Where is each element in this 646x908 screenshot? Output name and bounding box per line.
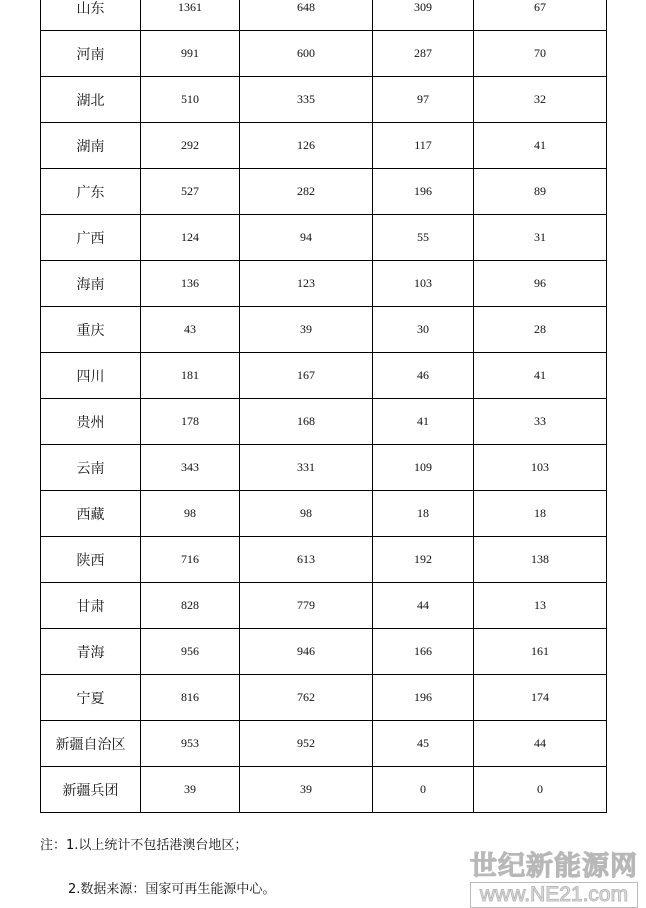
region-cell: 宁夏 (41, 675, 141, 721)
region-cell: 西藏 (41, 491, 141, 537)
value-cell: 613 (240, 537, 373, 583)
value-cell: 331 (240, 445, 373, 491)
value-cell: 89 (474, 169, 607, 215)
table-row (41, 445, 607, 491)
value-cell: 166 (373, 629, 474, 675)
table-row (41, 399, 607, 445)
value-cell: 343 (141, 445, 240, 491)
region-cell: 贵州 (41, 399, 141, 445)
region-cell: 甘肃 (41, 583, 141, 629)
value-cell: 44 (474, 721, 607, 767)
value-cell: 287 (373, 31, 474, 77)
value-cell: 956 (141, 629, 240, 675)
value-cell: 30 (373, 307, 474, 353)
value-cell: 67 (474, 0, 607, 31)
watermark-url: www.NE21.com (470, 882, 638, 908)
table-row (41, 123, 607, 169)
value-cell: 178 (141, 399, 240, 445)
value-cell: 136 (141, 261, 240, 307)
value-cell: 46 (373, 353, 474, 399)
value-cell: 192 (373, 537, 474, 583)
value-cell: 45 (373, 721, 474, 767)
region-cell: 云南 (41, 445, 141, 491)
value-cell: 309 (373, 0, 474, 31)
note-source: 2.数据来源：国家可再生能源中心。 (68, 882, 276, 897)
watermark-logo (470, 852, 638, 908)
value-cell: 953 (141, 721, 240, 767)
value-cell: 126 (240, 123, 373, 169)
table-row (41, 629, 607, 675)
value-cell: 70 (474, 31, 607, 77)
table-row (41, 0, 607, 31)
value-cell: 39 (240, 307, 373, 353)
table-row (41, 261, 607, 307)
value-cell: 31 (474, 215, 607, 261)
value-cell: 181 (141, 353, 240, 399)
value-cell: 196 (373, 675, 474, 721)
table-row (41, 353, 607, 399)
region-cell: 广西 (41, 215, 141, 261)
watermark-title: 世纪新能源网 (470, 851, 638, 882)
region-cell: 四川 (41, 353, 141, 399)
value-cell: 33 (474, 399, 607, 445)
value-cell: 41 (474, 353, 607, 399)
value-cell: 167 (240, 353, 373, 399)
table-row (41, 31, 607, 77)
value-cell: 138 (474, 537, 607, 583)
table-row (41, 77, 607, 123)
table-row (41, 307, 607, 353)
value-cell: 762 (240, 675, 373, 721)
value-cell: 94 (240, 215, 373, 261)
region-cell: 广东 (41, 169, 141, 215)
value-cell: 952 (240, 721, 373, 767)
value-cell: 196 (373, 169, 474, 215)
table-row (41, 537, 607, 583)
region-cell: 陕西 (41, 537, 141, 583)
value-cell: 335 (240, 77, 373, 123)
value-cell: 124 (141, 215, 240, 261)
region-cell: 重庆 (41, 307, 141, 353)
value-cell: 600 (240, 31, 373, 77)
value-cell: 123 (240, 261, 373, 307)
region-cell: 山东 (41, 0, 141, 31)
value-cell: 282 (240, 169, 373, 215)
value-cell: 648 (240, 0, 373, 31)
value-cell: 292 (141, 123, 240, 169)
value-cell: 828 (141, 583, 240, 629)
table-row (41, 491, 607, 537)
value-cell: 103 (474, 445, 607, 491)
table-row (41, 767, 607, 813)
region-cell: 新疆自治区 (41, 721, 141, 767)
region-cell: 青海 (41, 629, 141, 675)
value-cell: 168 (240, 399, 373, 445)
value-cell: 716 (141, 537, 240, 583)
value-cell: 527 (141, 169, 240, 215)
table-row (41, 583, 607, 629)
value-cell: 55 (373, 215, 474, 261)
table-row (41, 721, 607, 767)
value-cell: 161 (474, 629, 607, 675)
value-cell: 32 (474, 77, 607, 123)
value-cell: 117 (373, 123, 474, 169)
value-cell: 510 (141, 77, 240, 123)
value-cell: 98 (240, 491, 373, 537)
note-exclusion: 注：1.以上统计不包括港澳台地区； (40, 838, 248, 853)
value-cell: 816 (141, 675, 240, 721)
data-table (40, 0, 607, 813)
value-cell: 13 (474, 583, 607, 629)
table-row (41, 169, 607, 215)
value-cell: 103 (373, 261, 474, 307)
table-row (41, 675, 607, 721)
value-cell: 41 (474, 123, 607, 169)
value-cell: 946 (240, 629, 373, 675)
value-cell: 991 (141, 31, 240, 77)
value-cell: 96 (474, 261, 607, 307)
region-cell: 湖南 (41, 123, 141, 169)
value-cell: 779 (240, 583, 373, 629)
value-cell: 174 (474, 675, 607, 721)
value-cell: 41 (373, 399, 474, 445)
value-cell: 97 (373, 77, 474, 123)
value-cell: 28 (474, 307, 607, 353)
region-cell: 新疆兵团 (41, 767, 141, 813)
value-cell: 44 (373, 583, 474, 629)
value-cell: 1361 (141, 0, 240, 31)
region-cell: 河南 (41, 31, 141, 77)
table-row (41, 215, 607, 261)
value-cell: 39 (141, 767, 240, 813)
region-cell: 海南 (41, 261, 141, 307)
value-cell: 0 (474, 767, 607, 813)
region-cell: 湖北 (41, 77, 141, 123)
value-cell: 98 (141, 491, 240, 537)
value-cell: 18 (373, 491, 474, 537)
value-cell: 43 (141, 307, 240, 353)
value-cell: 109 (373, 445, 474, 491)
value-cell: 39 (240, 767, 373, 813)
value-cell: 0 (373, 767, 474, 813)
value-cell: 18 (474, 491, 607, 537)
